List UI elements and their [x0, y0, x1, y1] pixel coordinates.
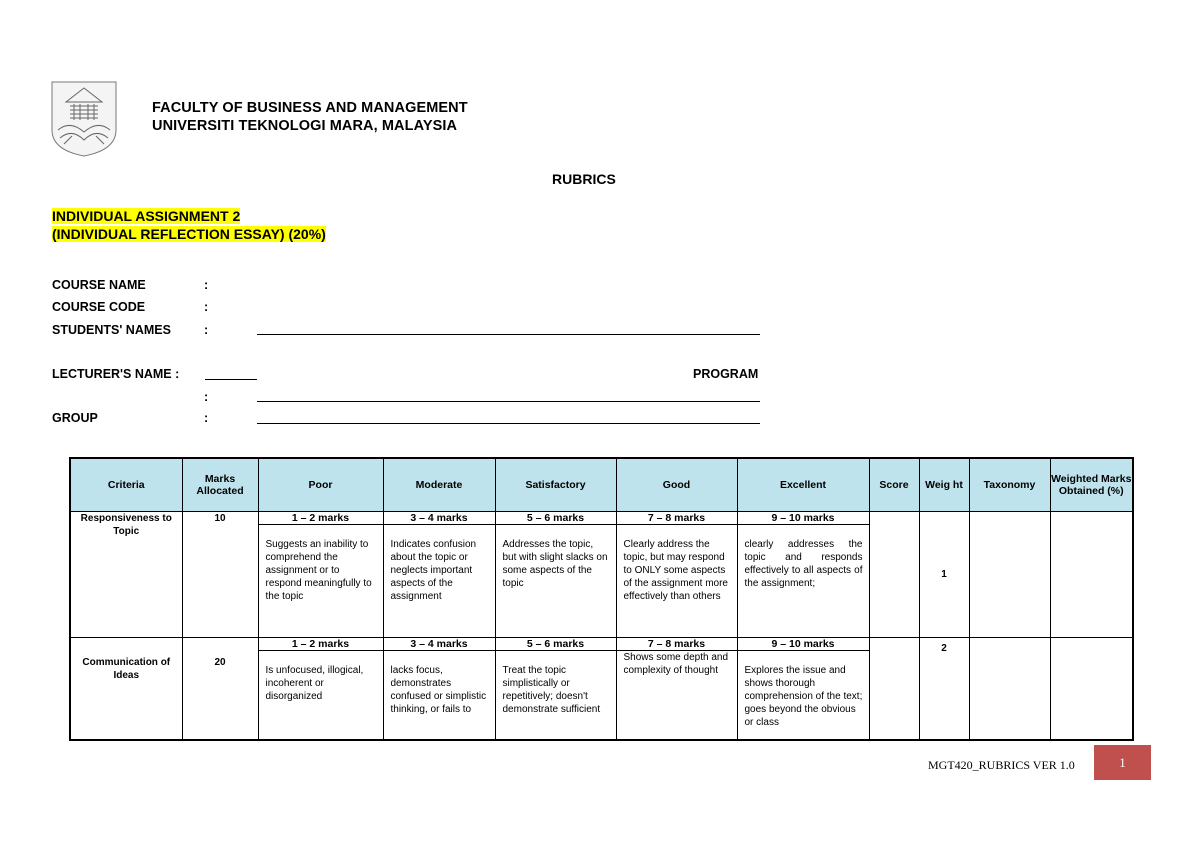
program-field[interactable]: [257, 401, 760, 402]
course-name-colon: :: [204, 278, 209, 292]
header-weight: Weig ht: [919, 458, 969, 512]
poor-cell: [258, 638, 383, 740]
score-cell[interactable]: [869, 512, 919, 638]
description: Treat the topic simplistically or repetitively; doesn't demonstrate sufficient: [502, 665, 601, 715]
band-label: 5 – 6 marks: [496, 512, 616, 525]
taxonomy-cell[interactable]: [969, 512, 1050, 638]
group-field[interactable]: [257, 423, 760, 424]
band-label: 9 – 10 marks: [738, 638, 869, 651]
description: Clearly address the topic, but may respond to ONLY some aspects of the assignment more effectively than others: [623, 539, 728, 602]
description: Indicates confusion about the topic or neglects important aspects of the assignment: [390, 539, 477, 602]
band-label: 7 – 8 marks: [617, 512, 737, 525]
faculty-heading: [152, 99, 468, 135]
taxonomy-cell[interactable]: [969, 638, 1050, 740]
course-name-label: COURSE NAME: [52, 278, 146, 292]
header-moderate: Moderate: [383, 458, 495, 512]
good-cell: [616, 512, 737, 638]
band-label: 9 – 10 marks: [738, 512, 869, 525]
score-cell[interactable]: [869, 638, 919, 740]
weight-cell: 1: [919, 512, 969, 638]
description: lacks focus, demonstrates confused or simplistic thinking, or fails to: [390, 665, 487, 715]
description: clearly addresses the topic and responds effectively to all aspects of the assignment;: [744, 539, 863, 589]
excellent-cell: [737, 512, 869, 638]
assignment-line2: (INDIVIDUAL REFLECTION ESSAY) (20%): [52, 226, 326, 242]
header-marks-allocated: Marks Allocated: [182, 458, 258, 512]
header-excellent: Excellent: [737, 458, 869, 512]
weighted-marks-cell[interactable]: [1050, 638, 1133, 740]
course-code-colon: :: [204, 300, 209, 314]
students-names-colon: :: [204, 323, 209, 337]
criteria-cell: Communication of Ideas: [70, 638, 182, 740]
page-title: RUBRICS: [552, 171, 616, 187]
band-label: 7 – 8 marks: [617, 638, 737, 651]
lecturer-name-field[interactable]: [205, 379, 257, 380]
group-colon: :: [204, 411, 209, 425]
satisfactory-cell: [495, 512, 616, 638]
table-row: [70, 512, 1133, 638]
students-names-field[interactable]: [257, 334, 760, 335]
description: Suggests an inability to comprehend the assignment or to respond meaningfully to the topic: [265, 539, 372, 602]
rubric-table: [69, 457, 1134, 741]
poor-cell: [258, 512, 383, 638]
excellent-cell: [737, 638, 869, 740]
moderate-cell: [383, 512, 495, 638]
header-taxonomy: Taxonomy: [969, 458, 1050, 512]
header-score: Score: [869, 458, 919, 512]
lecturer-name-label: LECTURER'S NAME :: [52, 367, 180, 381]
faculty-line1: FACULTY OF BUSINESS AND MANAGEMENT: [152, 100, 468, 116]
faculty-line2: UNIVERSITI TEKNOLOGI MARA, MALAYSIA: [152, 118, 458, 134]
group-label: GROUP: [52, 411, 98, 425]
table-row: [70, 638, 1133, 740]
band-label: 3 – 4 marks: [384, 512, 495, 525]
students-names-label: STUDENTS' NAMES: [52, 323, 171, 337]
header-satisfactory: Satisfactory: [495, 458, 616, 512]
description: Addresses the topic, but with slight slacks on some aspects of the topic: [502, 539, 608, 589]
assignment-title: [52, 207, 326, 243]
table-header-row: [70, 458, 1133, 512]
satisfactory-cell: [495, 638, 616, 740]
description: Shows some depth and complexity of thought: [623, 652, 729, 676]
weighted-marks-cell[interactable]: [1050, 512, 1133, 638]
header-weighted-marks: Weighted Marks Obtained (%): [1050, 458, 1133, 512]
uitm-crest-icon: [50, 80, 118, 158]
header-criteria: Criteria: [70, 458, 182, 512]
header-good: Good: [616, 458, 737, 512]
good-cell: [616, 638, 737, 740]
marks-cell: 20: [182, 638, 258, 740]
doc-code: MGT420_RUBRICS VER 1.0: [928, 758, 1075, 772]
course-code-label: COURSE CODE: [52, 300, 146, 314]
band-label: 1 – 2 marks: [259, 638, 383, 651]
program-colon: :: [204, 390, 209, 404]
program-label: PROGRAM: [693, 367, 759, 381]
page-number: 1: [1094, 745, 1151, 780]
description: Explores the issue and shows thorough comprehension of the text; goes beyond the obvious or class: [744, 665, 863, 728]
header-poor: Poor: [258, 458, 383, 512]
marks-cell: 10: [182, 512, 258, 638]
band-label: 1 – 2 marks: [259, 512, 383, 525]
moderate-cell: [383, 638, 495, 740]
assignment-line1: INDIVIDUAL ASSIGNMENT 2: [52, 208, 241, 224]
band-label: 5 – 6 marks: [496, 638, 616, 651]
band-label: 3 – 4 marks: [384, 638, 495, 651]
description: Is unfocused, illogical, incoherent or disorganized: [265, 665, 364, 702]
weight-cell: 2: [919, 638, 969, 740]
criteria-cell: Responsiveness to Topic: [70, 512, 182, 638]
